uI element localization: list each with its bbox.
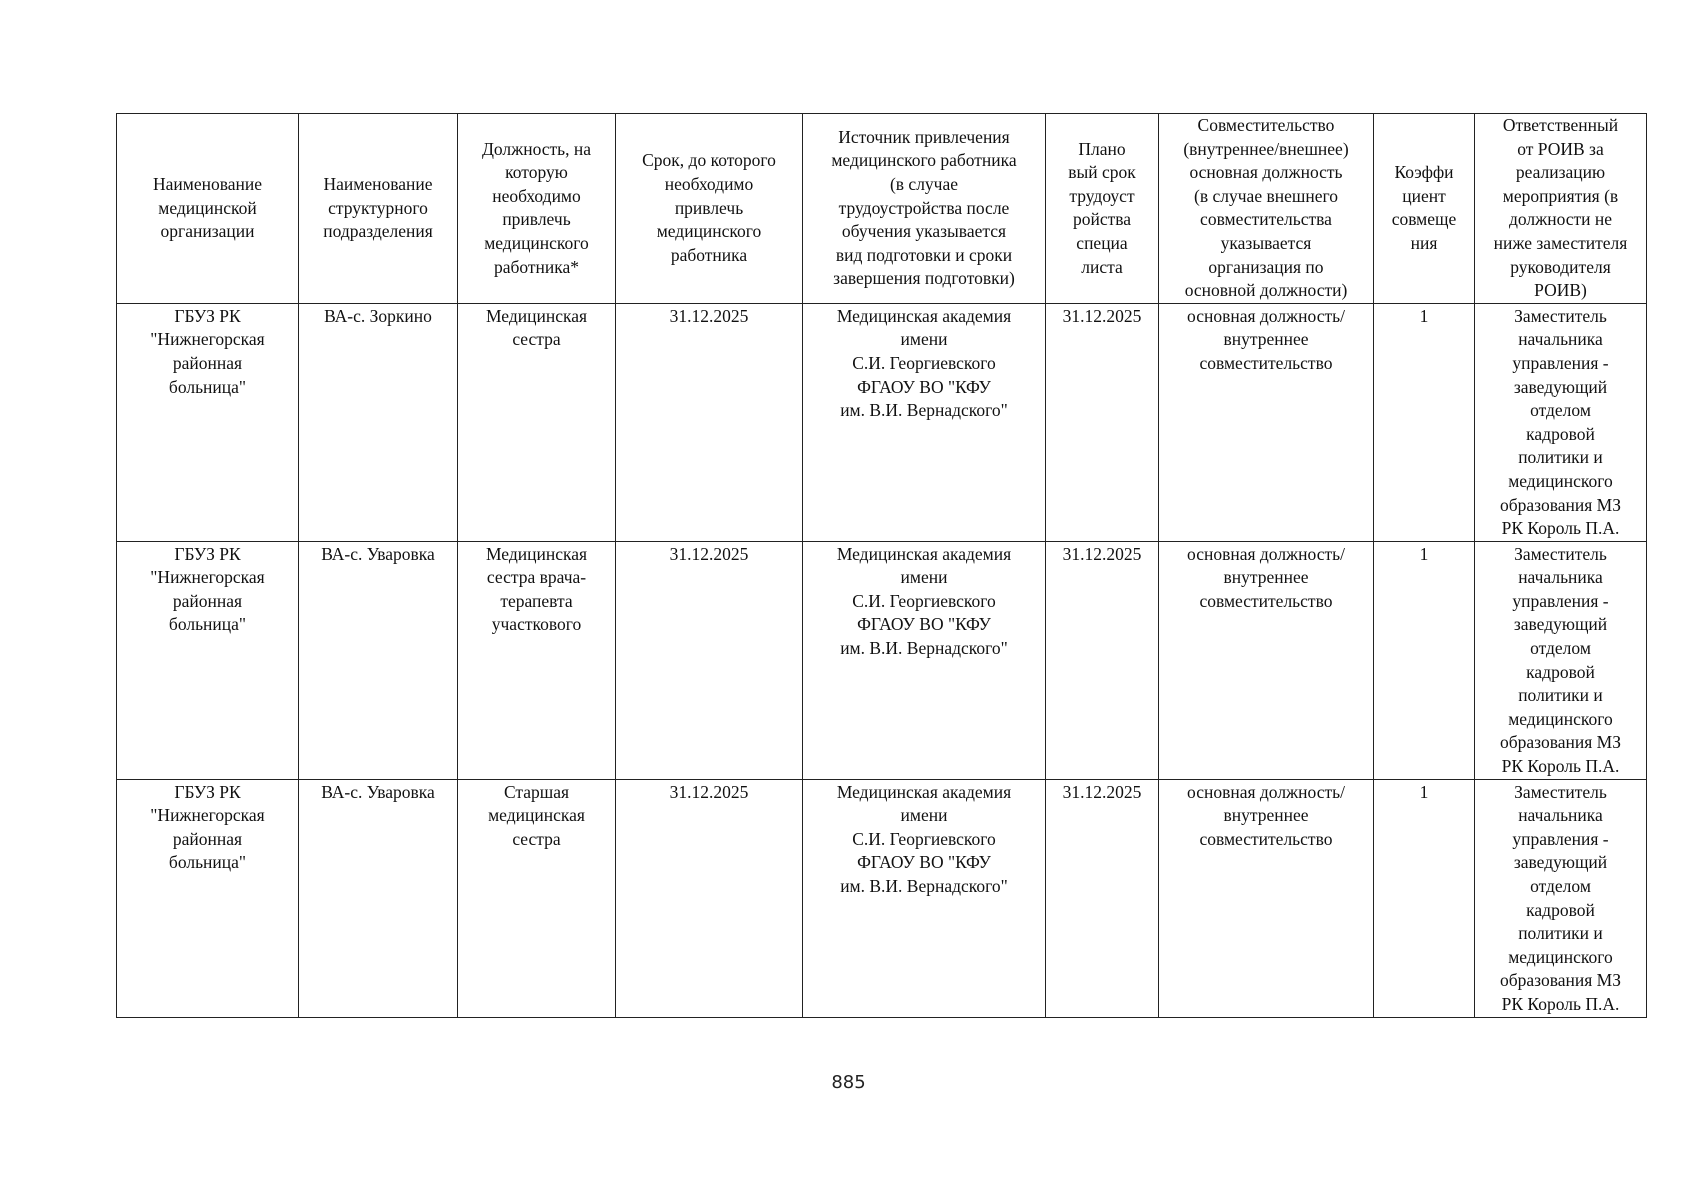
cell-coef: 1	[1374, 779, 1475, 1017]
header-combination: Совместительство (внутреннее/внешнее) основная должность (в случае внешнего совместительства указывается организация по основной должности)	[1159, 114, 1374, 304]
table-row	[117, 541, 1647, 779]
cell-org: ГБУЗ РК "Нижнегорская районная больница"	[117, 541, 299, 779]
cell-combination: основная должность/ внутреннее совместительство	[1159, 541, 1374, 779]
header-org: Наименование медицинской организации	[117, 114, 299, 304]
cell-source: Медицинская академия имени С.И. Георгиевского ФГАОУ ВО "КФУ им. В.И. Вернадского"	[803, 303, 1046, 541]
cell-planned: 31.12.2025	[1046, 779, 1159, 1017]
header-planned: Плано вый срок трудоуст ройства специа листа	[1046, 114, 1159, 304]
cell-org: ГБУЗ РК "Нижнегорская районная больница"	[117, 303, 299, 541]
cell-planned: 31.12.2025	[1046, 541, 1159, 779]
header-coef: Коэффи циент совмеще ния	[1374, 114, 1475, 304]
header-responsible: Ответственный от РОИВ за реализацию мероприятия (в должности не ниже заместителя руководителя РОИВ)	[1475, 114, 1647, 304]
cell-responsible: Заместитель начальника управления - заведующий отделом кадровой политики и медицинского образования МЗ РК Король П.А.	[1475, 779, 1647, 1017]
cell-source: Медицинская академия имени С.И. Георгиевского ФГАОУ ВО "КФУ им. В.И. Вернадского"	[803, 541, 1046, 779]
cell-unit: ВА-с. Уваровка	[299, 779, 458, 1017]
header-unit: Наименование структурного подразделения	[299, 114, 458, 304]
cell-position: Медицинская сестра	[458, 303, 616, 541]
cell-deadline: 31.12.2025	[616, 303, 803, 541]
cell-coef: 1	[1374, 303, 1475, 541]
cell-deadline: 31.12.2025	[616, 541, 803, 779]
cell-position: Медицинская сестра врача- терапевта участкового	[458, 541, 616, 779]
table-row	[117, 303, 1647, 541]
table-row	[117, 779, 1647, 1017]
cell-responsible: Заместитель начальника управления - заведующий отделом кадровой политики и медицинского образования МЗ РК Король П.А.	[1475, 541, 1647, 779]
page-number: 885	[831, 1072, 866, 1093]
header-deadline: Срок, до которого необходимо привлечь медицинского работника	[616, 114, 803, 304]
cell-unit: ВА-с. Зоркино	[299, 303, 458, 541]
cell-unit: ВА-с. Уваровка	[299, 541, 458, 779]
cell-combination: основная должность/ внутреннее совместительство	[1159, 303, 1374, 541]
cell-coef: 1	[1374, 541, 1475, 779]
cell-responsible: Заместитель начальника управления - заведующий отделом кадровой политики и медицинского образования МЗ РК Король П.А.	[1475, 303, 1647, 541]
cell-source: Медицинская академия имени С.И. Георгиевского ФГАОУ ВО "КФУ им. В.И. Вернадского"	[803, 779, 1046, 1017]
header-position: Должность, на которую необходимо привлечь медицинского работника*	[458, 114, 616, 304]
cell-deadline: 31.12.2025	[616, 779, 803, 1017]
table-header-row	[117, 114, 1647, 304]
header-source: Источник привлечения медицинского работника (в случае трудоустройства после обучения указывается вид подготовки и сроки завершения подготовки)	[803, 114, 1046, 304]
cell-position: Старшая медицинская сестра	[458, 779, 616, 1017]
cell-org: ГБУЗ РК "Нижнегорская районная больница"	[117, 779, 299, 1017]
cell-combination: основная должность/ внутреннее совместительство	[1159, 779, 1374, 1017]
cell-planned: 31.12.2025	[1046, 303, 1159, 541]
staffing-table	[116, 113, 1647, 1018]
